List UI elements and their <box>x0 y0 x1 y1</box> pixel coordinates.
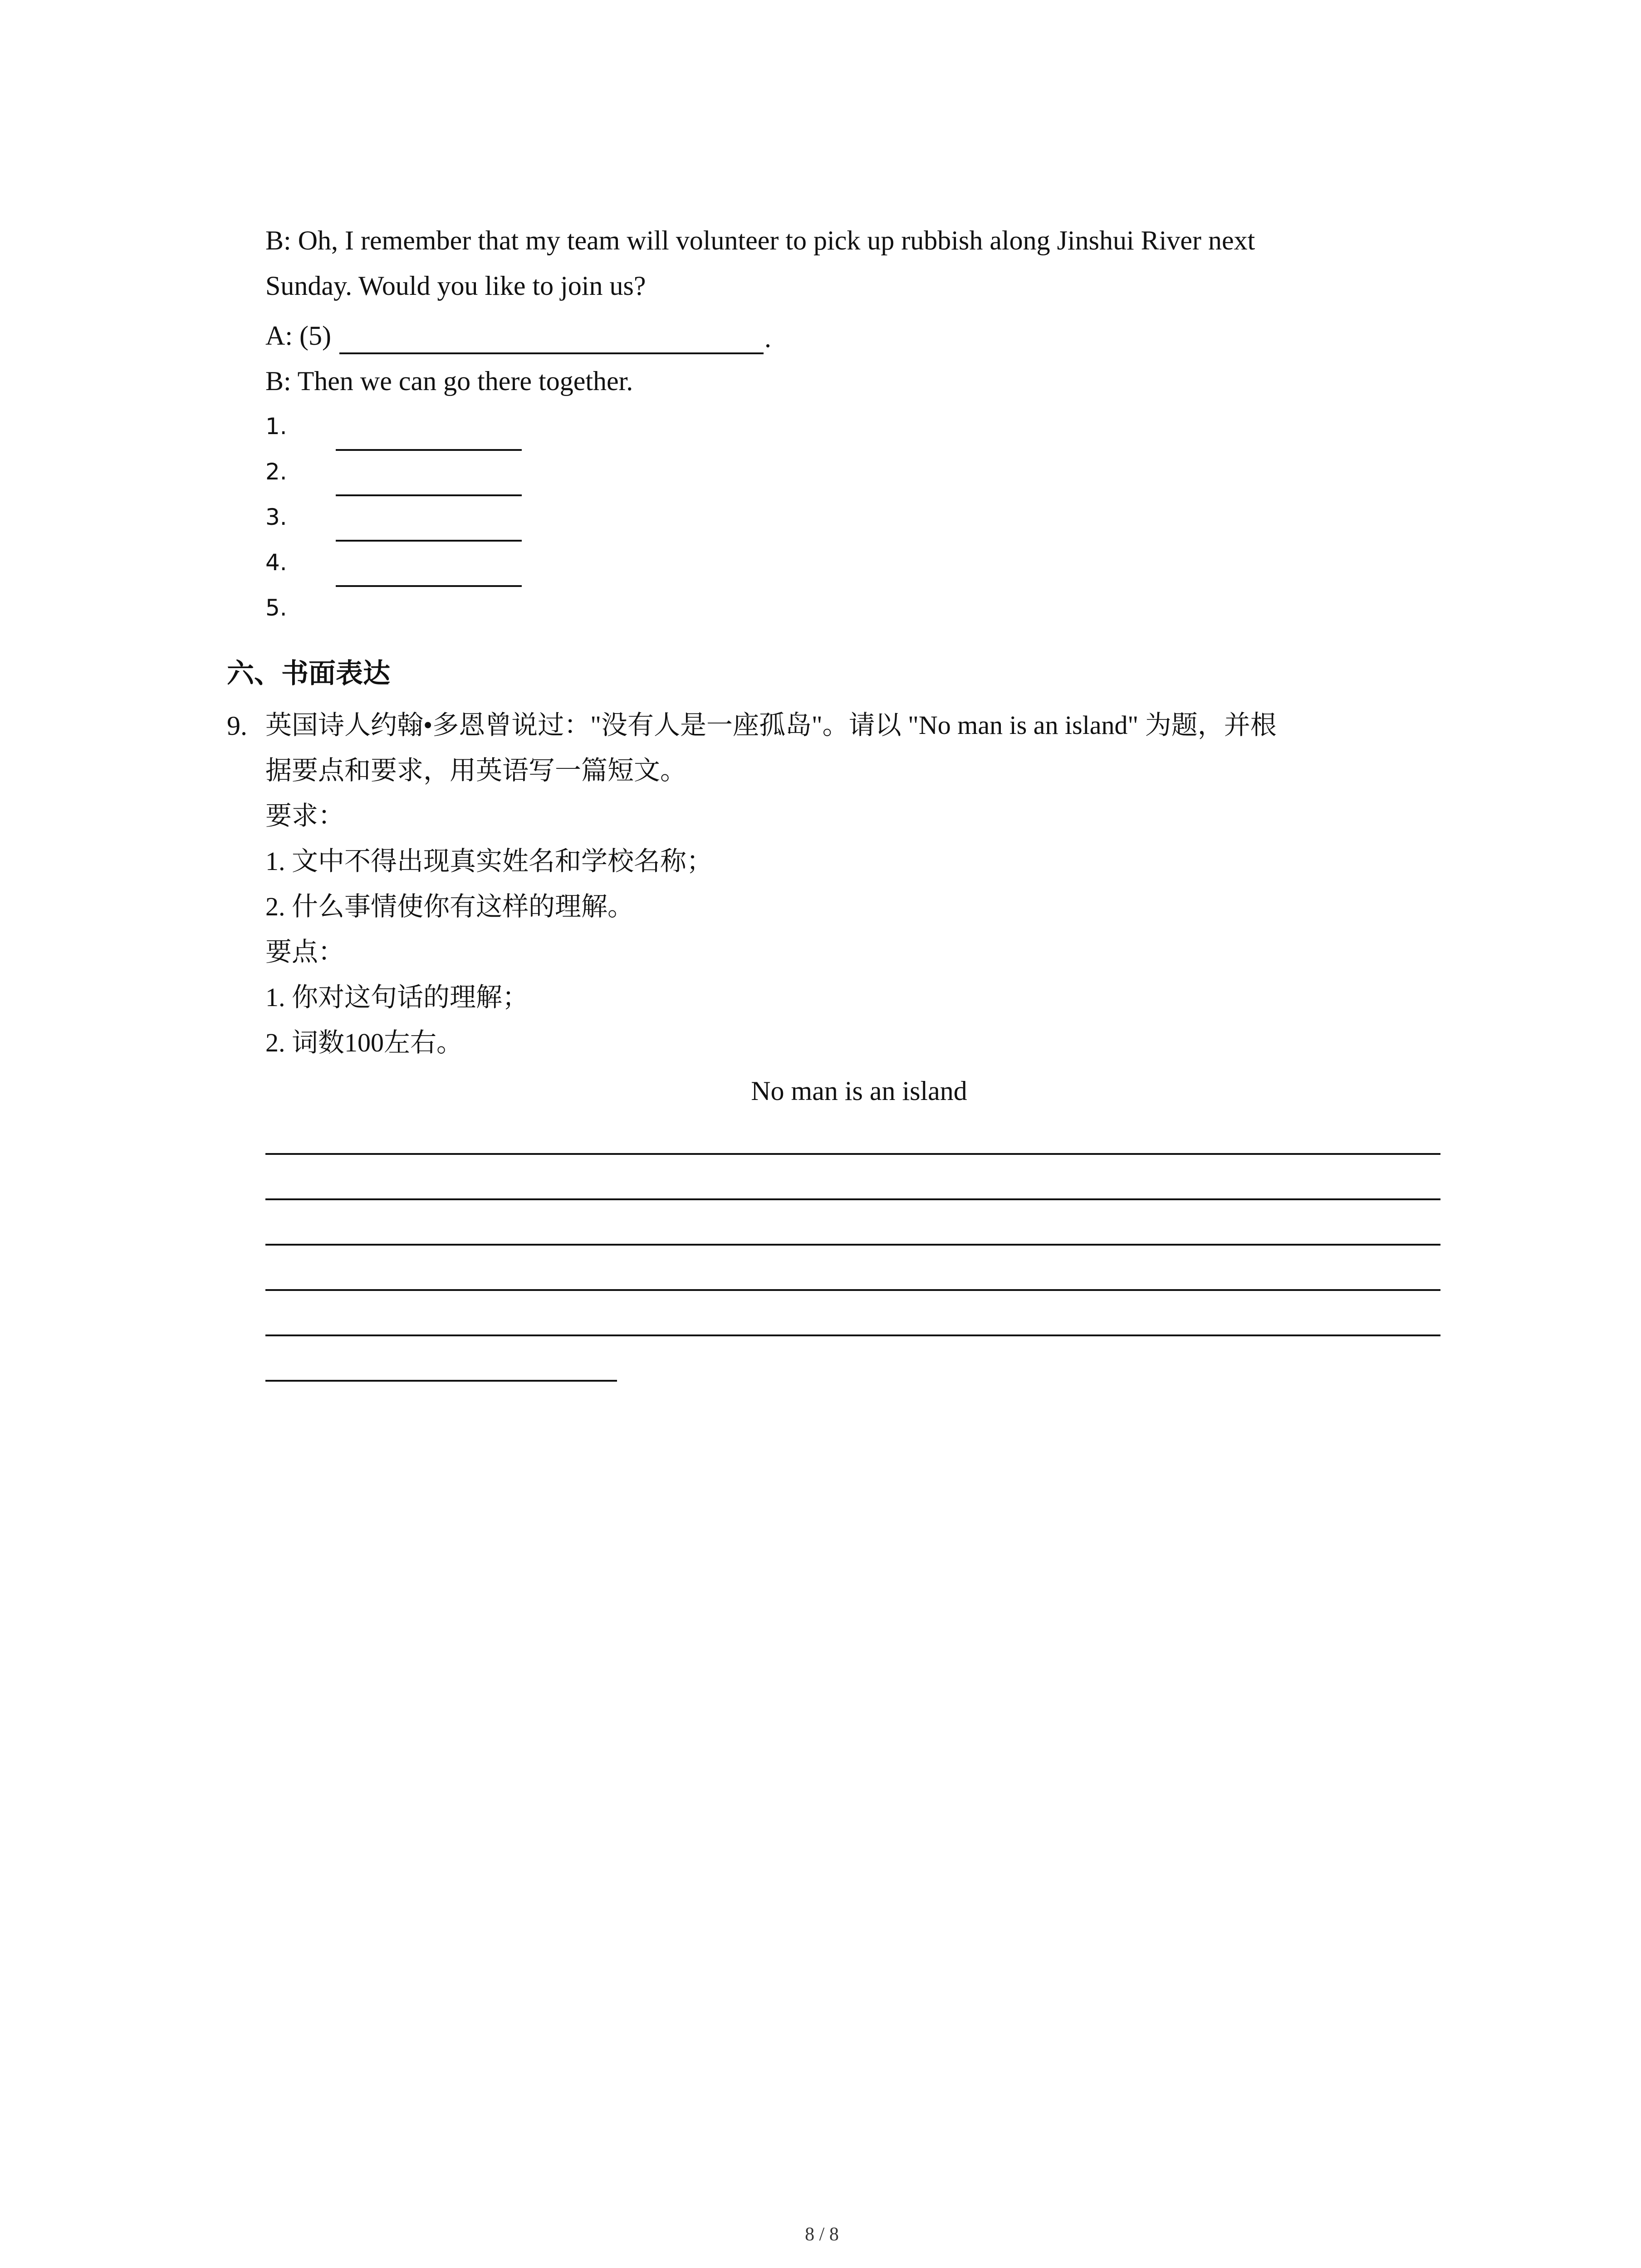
answer-line-3[interactable] <box>336 540 522 542</box>
requirement-1: 1. 文中不得出现真实姓名和学校名称； <box>265 846 713 876</box>
answer-number-1: 1. <box>265 413 287 440</box>
dialogue-line-b1: B: Oh, I remember that my team will volunteer to pick up rubbish along Jinshui River next <box>265 225 1255 255</box>
requirement-2: 2. 什么事情使你有这样的理解。 <box>265 892 634 921</box>
section-title: 六、书面表达 <box>227 659 390 689</box>
writing-line-6[interactable] <box>265 1380 617 1382</box>
essay-title: No man is an island <box>751 1076 967 1106</box>
writing-line-1[interactable] <box>265 1153 1440 1155</box>
dialogue-line-a5-prefix: A: (5) <box>265 321 331 351</box>
writing-line-2[interactable] <box>265 1198 1440 1200</box>
question-prompt-line1: 英国诗人约翰•多恩曾说过："没有人是一座孤岛"。请以 "No man is an island" 为题，并根 <box>265 710 1277 740</box>
writing-line-3[interactable] <box>265 1244 1440 1246</box>
answer-line-4[interactable] <box>336 585 522 587</box>
writing-line-4[interactable] <box>265 1289 1440 1291</box>
point-2: 2. 词数100左右。 <box>265 1028 463 1057</box>
dialogue-line-b1-cont: Sunday. Would you like to join us? <box>265 271 646 301</box>
dialogue-line-b2: B: Then we can go there together. <box>265 366 633 396</box>
answer-number-3: 3. <box>265 504 287 530</box>
answer-number-5: 5. <box>265 595 287 621</box>
answer-line-1[interactable] <box>336 449 522 451</box>
point-1: 1. 你对这句话的理解； <box>265 982 529 1012</box>
writing-line-5[interactable] <box>265 1334 1440 1336</box>
answer-number-2: 2. <box>265 459 287 485</box>
question-number: 9. <box>227 711 247 741</box>
dialogue-line-a5-suffix: . <box>764 323 771 353</box>
answer-number-4: 4. <box>265 549 287 576</box>
answer-blank-5[interactable] <box>339 352 764 354</box>
question-prompt-line2: 据要点和要求，用英语写一篇短文。 <box>265 756 687 785</box>
answer-line-2[interactable] <box>336 494 522 496</box>
page-number: 8 / 8 <box>805 2224 839 2245</box>
requirements-heading: 要求： <box>265 801 345 831</box>
points-heading: 要点： <box>265 937 345 967</box>
